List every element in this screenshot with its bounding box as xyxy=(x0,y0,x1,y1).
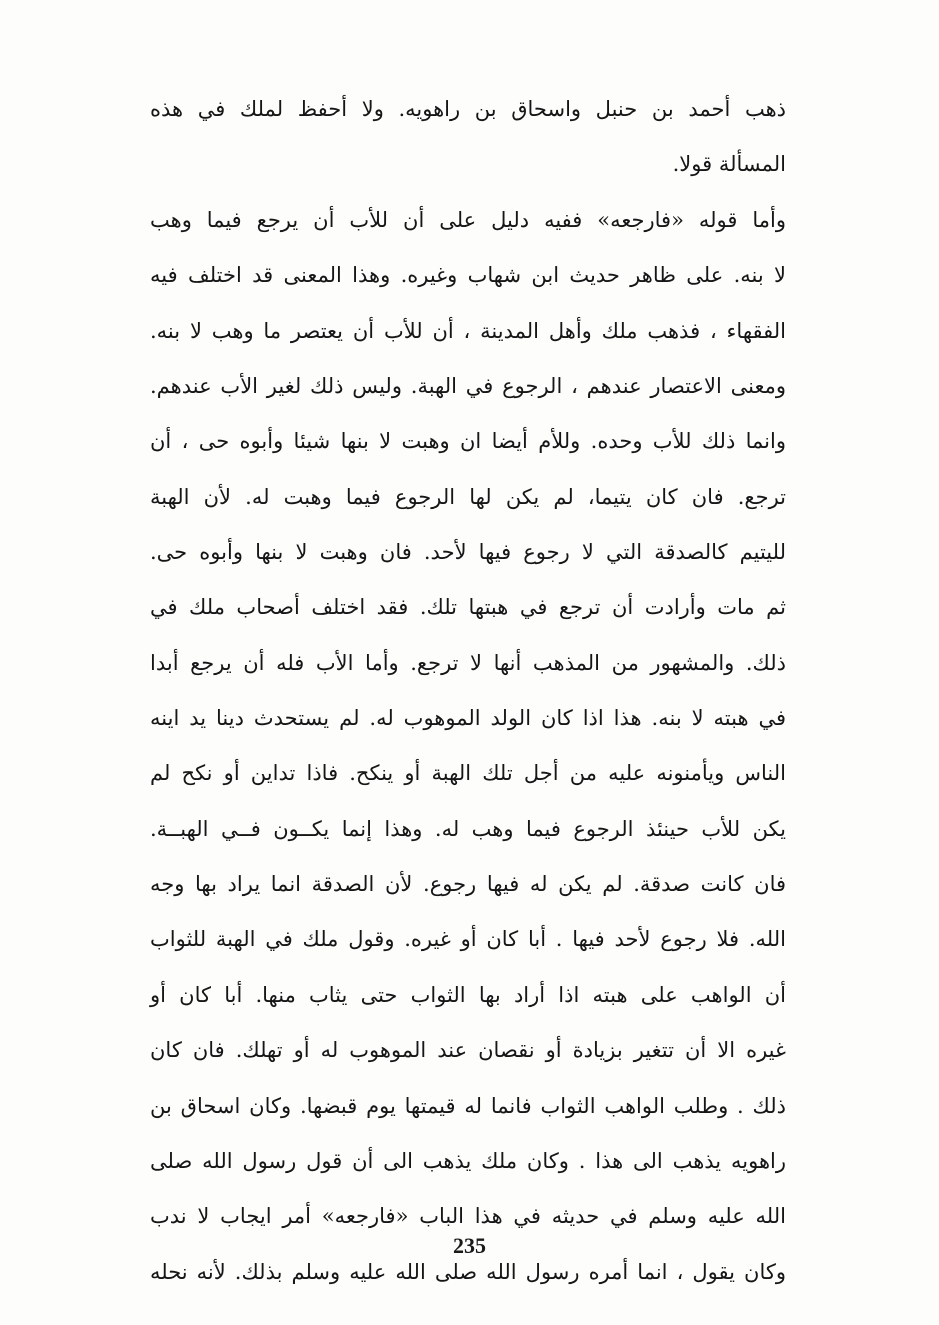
text-line: لا بنه. على ظاهر حديث ابن شهاب وغيره. وهذا المعنى قد اختلف فيه xyxy=(150,263,786,288)
paragraph-2 xyxy=(150,203,786,1310)
text-line: وأما قوله «فارجعه» ففيه دليل على أن للأب أن يرجع فيما وهب xyxy=(150,208,786,232)
text-line: الله. فلا رجوع لأحد فيها . أبا كان أو غيره. وقول ملك في الهبة للثواب xyxy=(150,927,786,952)
text-line: الفقهاء ، فذهب ملك وأهل المدينة ، أن للأب أن يعتصر ما وهب لا بنه. xyxy=(150,318,786,343)
paragraph-1 xyxy=(150,92,786,203)
page-number: 235 xyxy=(453,1233,486,1258)
text-line: أن الواهب على هبته اذا أراد بها الثواب حتى يثاب منها. أبا كان أو xyxy=(150,982,786,1007)
text-line: ترجع. فان كان يتيما، لم يكن لها الرجوع فيما وهبت له. لأن الهبة xyxy=(150,484,786,509)
text-line: ذهب أحمد بن حنبل واسحاق بن راهويه. ولا أحفظ لملك في هذه xyxy=(150,97,786,121)
text-line: الله عليه وسلم في حديثه في هذا الباب «فارجعه» أمر ايجاب لا ندب xyxy=(150,1204,786,1229)
text-line: ومعنى الاعتصار عندهم ، الرجوع في الهبة. وليس ذلك لغير الأب عندهم. xyxy=(150,374,786,399)
text-line: ذلك. والمشهور من المذهب أنها لا ترجع. وأما الأب فله أن يرجع أبدا xyxy=(150,650,786,675)
text-line: ثم مات وأرادت أن ترجع في هبتها تلك. فقد اختلف أصحاب ملك في xyxy=(150,595,786,620)
text-line: راهويه يذهب الى هذا . وكان ملك يذهب الى أن قول رسول الله صلى xyxy=(150,1148,786,1173)
text-line: يكن للأب حينئذ الرجوع فيما وهب له. وهذا إنما يكــون فــي الهبــة. xyxy=(150,816,786,841)
text-line: وانما ذلك للأب وحده. وللأم أيضا ان وهبت لا بنها شيئا وأبوه حى ، أن xyxy=(150,429,786,454)
text-line: وكان يقول ، انما أمره رسول الله صلى الله عليه وسلم بذلك. لأنه نحله xyxy=(150,1259,786,1284)
text-line: في هبته لا بنه. هذا اذا كان الولد الموهوب له. لم يستحدث دينا يد اينه xyxy=(150,706,786,731)
text-line: غيره الا أن تتغير بزيادة أو نقصان عند الموهوب له أو تهلك. فان كان xyxy=(150,1038,786,1063)
text-line: فان كانت صدقة. لم يكن له فيها رجوع. لأن الصدقة انما يراد بها وجه xyxy=(150,872,786,897)
text-line: لليتيم كالصدقة التي لا رجوع فيها لأحد. فان وهبت لا بنها وأبوه حى. xyxy=(150,540,786,565)
text-line: ذلك . وطلب الواهب الثواب فانما له قيمتها يوم قبضها. وكان اسحاق بن xyxy=(150,1093,786,1118)
text-line: المسألة قولا. xyxy=(672,152,786,177)
text-line: الناس ويأمنونه عليه من أجل تلك الهبة أو ينكح. فاذا تداين أو نكح لم xyxy=(150,761,786,786)
